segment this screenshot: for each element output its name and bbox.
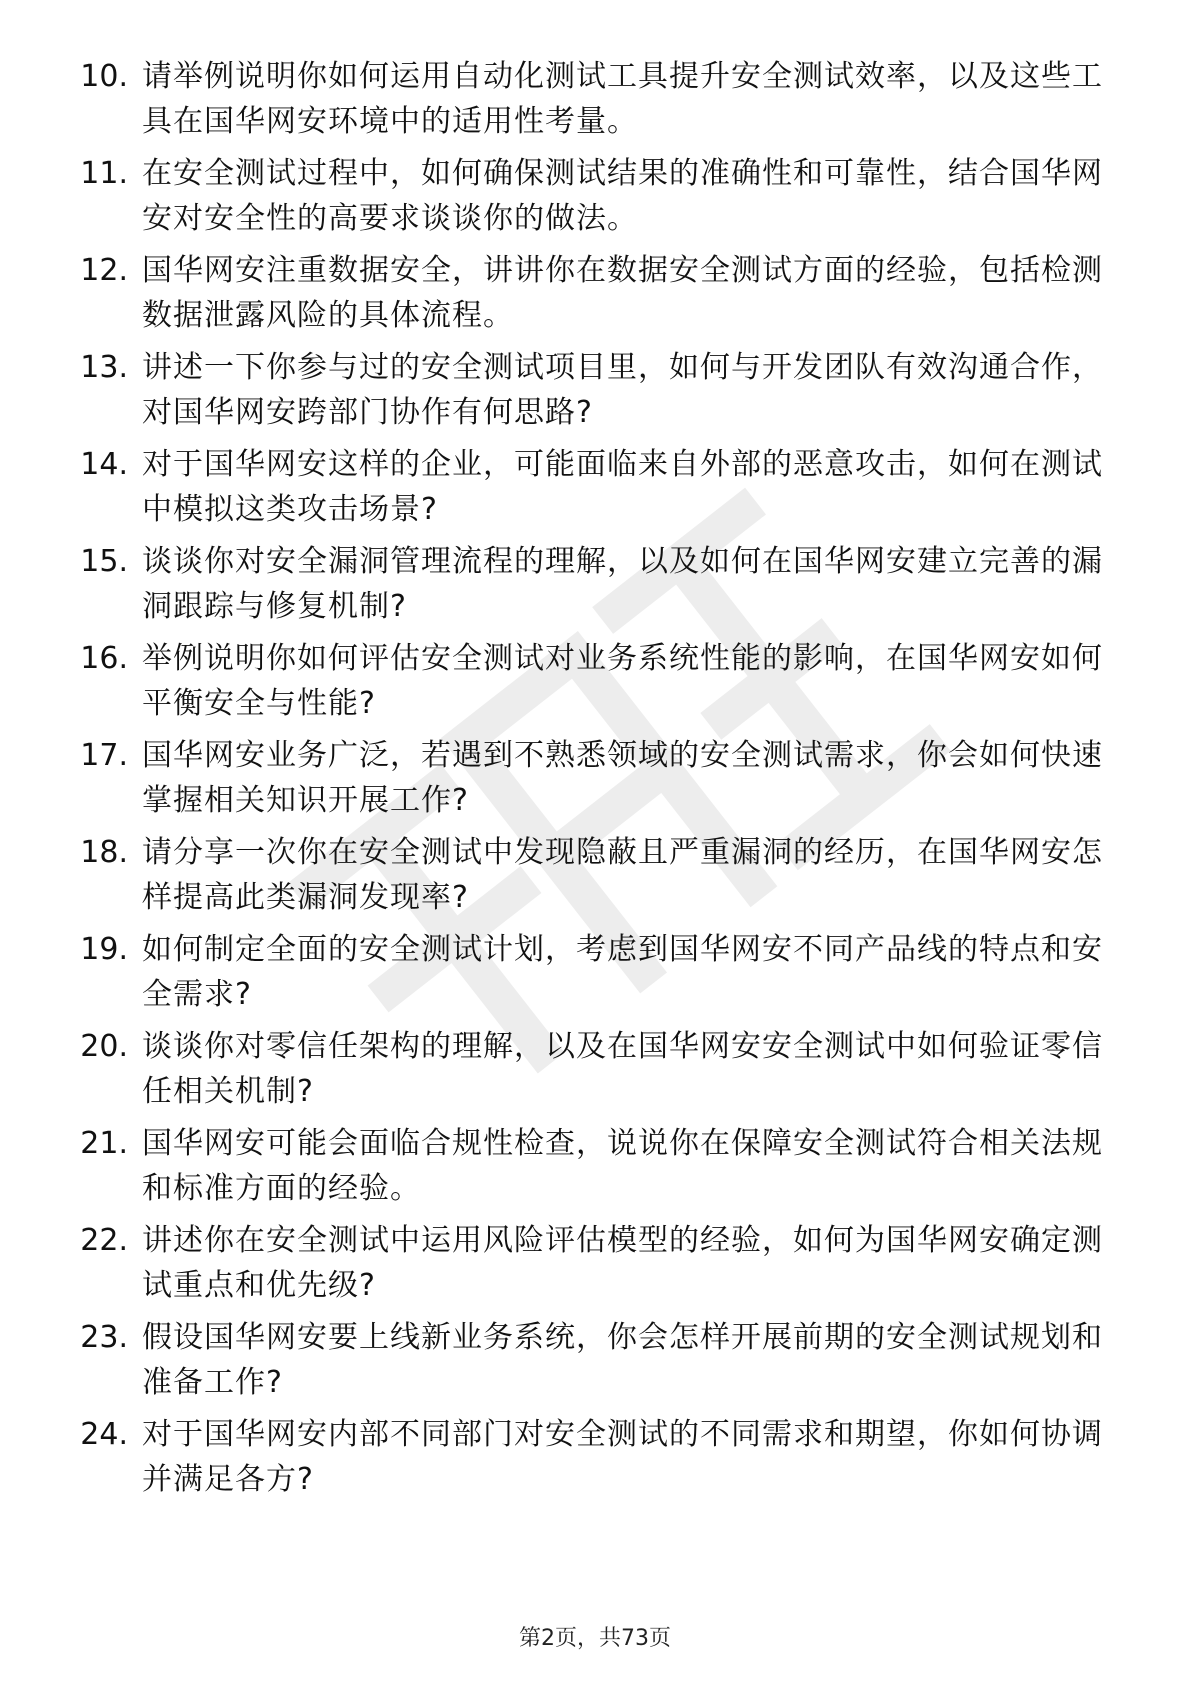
page-indicator: 第2页，共73页 bbox=[519, 1626, 671, 1651]
question-number: 23. bbox=[80, 1320, 128, 1355]
question-text: 谈谈你对零信任架构的理解，以及在国华网安安全测试中如何验证零信任相关机制? bbox=[142, 1029, 1103, 1109]
question-item bbox=[58, 830, 1118, 927]
question-text: 请举例说明你如何运用自动化测试工具提升安全测试效率，以及这些工具在国华网安环境中的适用性考量。 bbox=[142, 59, 1103, 139]
question-number: 10. bbox=[80, 59, 128, 94]
question-text: 谈谈你对安全漏洞管理流程的理解，以及如何在国华网安建立完善的漏洞跟踪与修复机制? bbox=[142, 544, 1103, 624]
question-number: 15. bbox=[80, 544, 128, 579]
question-number: 11. bbox=[80, 156, 128, 191]
question-number: 24. bbox=[80, 1417, 128, 1452]
question-item bbox=[58, 54, 1118, 151]
question-item bbox=[58, 733, 1118, 830]
question-number: 12. bbox=[80, 253, 128, 288]
question-text: 国华网安业务广泛，若遇到不熟悉领域的安全测试需求，你会如何快速掌握相关知识开展工作? bbox=[142, 738, 1103, 818]
question-number: 16. bbox=[80, 641, 128, 676]
question-number: 22. bbox=[80, 1223, 128, 1258]
question-item bbox=[58, 636, 1118, 733]
question-item bbox=[58, 1121, 1118, 1218]
question-item bbox=[58, 1412, 1118, 1509]
question-number: 19. bbox=[80, 932, 128, 967]
question-item bbox=[58, 248, 1118, 345]
question-text: 讲述一下你参与过的安全测试项目里，如何与开发团队有效沟通合作，对国华网安跨部门协作有何思路? bbox=[142, 350, 1103, 430]
question-number: 14. bbox=[80, 447, 128, 482]
question-item bbox=[58, 442, 1118, 539]
question-number: 18. bbox=[80, 835, 128, 870]
question-text: 在安全测试过程中，如何确保测试结果的准确性和可靠性，结合国华网安对安全性的高要求谈谈你的做法。 bbox=[142, 156, 1103, 236]
question-text: 国华网安可能会面临合规性检查，说说你在保障安全测试符合相关法规和标准方面的经验。 bbox=[142, 1126, 1103, 1206]
question-text: 国华网安注重数据安全，讲讲你在数据安全测试方面的经验，包括检测数据泄露风险的具体流程。 bbox=[142, 253, 1103, 333]
question-item bbox=[58, 151, 1118, 248]
question-number: 13. bbox=[80, 350, 128, 385]
question-item bbox=[58, 1024, 1118, 1121]
question-text: 讲述你在安全测试中运用风险评估模型的经验，如何为国华网安确定测试重点和优先级? bbox=[142, 1223, 1103, 1303]
question-text: 举例说明你如何评估安全测试对业务系统性能的影响，在国华网安如何平衡安全与性能? bbox=[142, 641, 1103, 721]
question-text: 对于国华网安这样的企业，可能面临来自外部的恶意攻击，如何在测试中模拟这类攻击场景? bbox=[142, 447, 1103, 527]
question-text: 对于国华网安内部不同部门对安全测试的不同需求和期望，你如何协调并满足各方? bbox=[142, 1417, 1103, 1497]
question-text: 请分享一次你在安全测试中发现隐蔽且严重漏洞的经历，在国华网安怎样提高此类漏洞发现率? bbox=[142, 835, 1103, 915]
question-list bbox=[58, 54, 1118, 1509]
question-number: 20. bbox=[80, 1029, 128, 1064]
question-text: 假设国华网安要上线新业务系统，你会怎样开展前期的安全测试规划和准备工作? bbox=[142, 1320, 1103, 1400]
question-number: 21. bbox=[80, 1126, 128, 1161]
question-item bbox=[58, 927, 1118, 1024]
question-number: 17. bbox=[80, 738, 128, 773]
question-item bbox=[58, 539, 1118, 636]
question-text: 如何制定全面的安全测试计划，考虑到国华网安不同产品线的特点和安全需求? bbox=[142, 932, 1103, 1012]
question-item bbox=[58, 1218, 1118, 1315]
page-footer bbox=[0, 1624, 1190, 1654]
question-item bbox=[58, 345, 1118, 442]
question-item bbox=[58, 1315, 1118, 1412]
